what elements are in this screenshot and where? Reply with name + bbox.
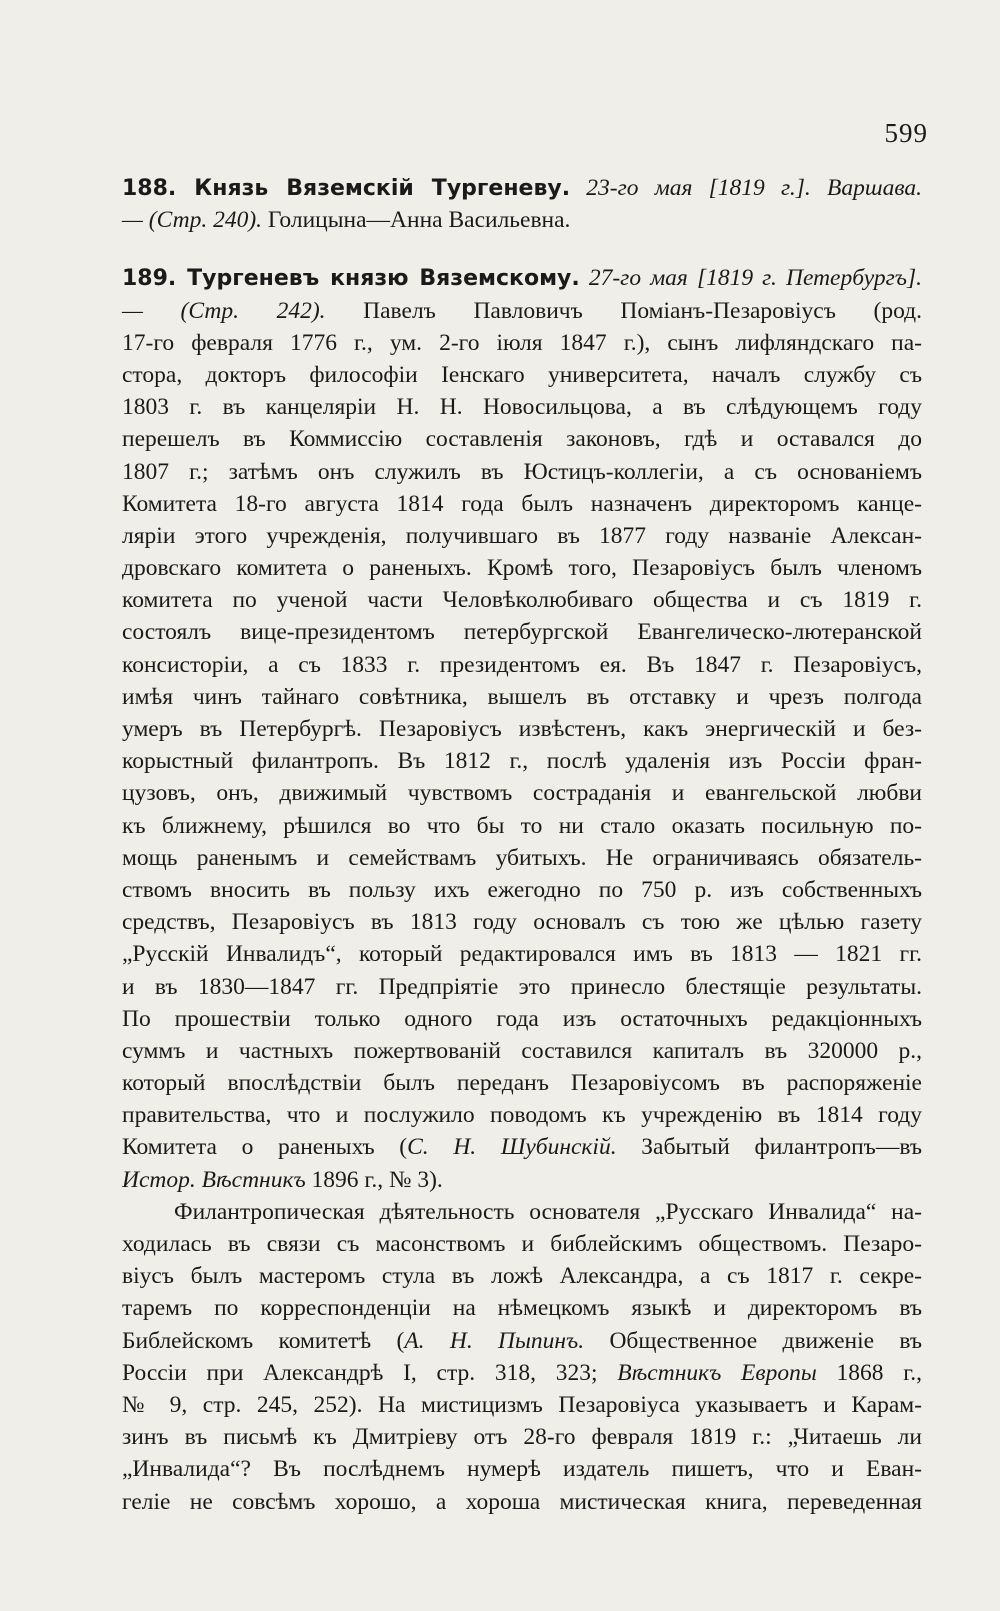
body-line: и въ 1830—1847 гг. Предпріятіе это принесло блестящіе результаты. — [122, 973, 922, 1000]
entry-189-first-line — [122, 295, 922, 327]
body-line: комитета по ученой части Человѣколюбиваго общества и съ 1819 г. — [122, 587, 922, 614]
vestnik-citation-line — [122, 1357, 922, 1389]
body-line: который впослѣдствіи былъ переданъ Пезаровіусомъ въ распоряженіе — [122, 1070, 922, 1097]
spacer — [122, 236, 922, 262]
citation-text: Комитета о раненыхъ ( — [122, 1134, 408, 1161]
entry-188-note-line — [122, 204, 922, 236]
page-number: 599 — [884, 118, 928, 148]
body-line: „Русскій Инвалидъ“, который редактировался имъ въ 1813 — 1821 гг. — [122, 941, 922, 968]
citation-text: 1896 г., № 3). — [305, 1166, 443, 1193]
source-citation-line-2 — [122, 1164, 922, 1196]
body-line: состоялъ вице-президентомъ петербургской Евангелическо-лютеранской — [122, 619, 922, 646]
body-line: „Инвалида“? Въ послѣднемъ нумерѣ издатель пишетъ, что и Еван- — [122, 1456, 922, 1483]
body-line: корыстный филантропъ. Въ 1812 г., послѣ удаленія изъ Россіи фран- — [122, 748, 922, 775]
pypin-citation-line — [122, 1325, 922, 1357]
citation-text: Россіи при Александрѣ I, стр. 318, 323; — [122, 1359, 618, 1386]
body-line: правительства, что и послужило поводомъ къ учрежденію въ 1814 году — [122, 1102, 922, 1129]
body-line: ствомъ вносить въ пользу ихъ ежегодно по 750 р. изъ собственныхъ — [122, 876, 922, 903]
entry-188-title: 188. Князь Вяземскій Тургеневу. — [122, 176, 571, 201]
entry-189-header — [122, 262, 922, 294]
page-content — [122, 172, 922, 1518]
entry-188-note: Голицына—Анна Васильевна. — [267, 207, 571, 234]
source-citation-line — [122, 1131, 922, 1163]
entry-188-date-place: 23-го мая [1819 г.]. Варшава. — [586, 175, 923, 201]
entry-189-line-0: Павелъ Павловичъ Поміанъ-Пезаровіусъ (род. — [363, 297, 922, 324]
body-line: стора, докторъ философіи Іенскаго университета, началъ службу съ — [122, 361, 922, 388]
body-line: віусъ былъ мастеромъ стула въ ложѣ Александра, а съ 1817 г. секре- — [122, 1263, 922, 1290]
body-line: 1807 г.; затѣмъ онъ служилъ въ Юстицъ-коллегіи, а съ основаніемъ — [122, 458, 922, 485]
body-line: къ ближнему, рѣшился во что бы то ни стало оказать посильную по- — [122, 812, 922, 839]
body-line: дровскаго комитета о раненыхъ. Кромѣ того, Пезаровіусъ былъ членомъ — [122, 555, 922, 582]
citation-text: Забытый филантропъ—въ — [616, 1134, 922, 1161]
body-line: консисторіи, а съ 1833 г. президентомъ ея. Въ 1847 г. Пезаровіусъ, — [122, 651, 922, 678]
citation-journal: Истор. Вѣстникъ — [122, 1166, 306, 1193]
body-line: средствъ, Пезаровіусъ въ 1813 году основалъ съ тою же цѣлью газету — [122, 909, 922, 936]
body-line: перешелъ въ Коммиссію составленія законовъ, гдѣ и оставался до — [122, 426, 922, 453]
body-line: ходилась въ связи съ масонствомъ и библейскимъ обществомъ. Пезаро- — [122, 1231, 922, 1257]
body-line: № 9, стр. 245, 252). На мистицизмъ Пезаровіуса указываетъ и Карам- — [122, 1391, 922, 1418]
body-line: зинъ въ письмѣ къ Дмитріеву отъ 28-го февраля 1819 г.: „Читаешь ли — [122, 1424, 922, 1451]
entry-189-date-place: 27-го мая [1819 г. Петербургъ]. — [588, 265, 923, 292]
body-line: имѣя чинъ тайнаго совѣтника, вышелъ въ отставку и чрезъ полгода — [122, 683, 922, 710]
body-line: геліе не совсѣмъ хорошо, а хороша мистическая книга, переведенная — [122, 1488, 922, 1515]
body-line: умеръ въ Петербургѣ. Пезаровіусъ извѣстенъ, какъ энергическій и без- — [122, 716, 922, 742]
body-line: мощь раненымъ и семействамъ убитыхъ. Не ограничиваясь обязатель- — [122, 844, 922, 871]
body-line: По прошествіи только одного года изъ остаточныхъ редакціонныхъ — [122, 1005, 922, 1032]
body-line: 17-го февраля 1776 г., ум. 2-го іюля 1847 г.), сынъ лифляндскаго па- — [122, 329, 922, 356]
body-line: таремъ по корреспонденціи на нѣмецкомъ языкѣ и директоромъ въ — [122, 1295, 922, 1322]
body-line: цузовъ, онъ, движимый чувствомъ состраданія и евангельской любви — [122, 780, 922, 807]
citation-text: Библейскомъ комитетѣ ( — [122, 1327, 405, 1354]
entry-189-title: 189. Тургеневъ князю Вяземскому. — [122, 266, 580, 292]
body-line: суммъ и частныхъ пожертвованій составился капиталъ въ 320000 р., — [122, 1037, 922, 1064]
citation-text: Общественное движеніе въ — [584, 1327, 923, 1354]
body-line: Комитета 18-го августа 1814 года былъ назначенъ директоромъ канце- — [122, 490, 922, 517]
entry-188-header — [122, 172, 922, 204]
entry-189-ref: — (Стр. 242). — [122, 297, 326, 324]
citation-text: 1868 г., — [816, 1359, 922, 1386]
body-line: ляріи этого учрежденія, получившаго въ 1877 году названіе Алексан- — [122, 522, 922, 549]
body-line: Филантропическая дѣятельность основателя „Русскаго Инвалида“ на- — [174, 1198, 922, 1225]
citation-journal: Вѣстникъ Европы — [617, 1359, 817, 1386]
entry-188-ref: — (Стр. 240). — [122, 207, 263, 234]
citation-author: А. Н. Пыпинъ. — [404, 1327, 585, 1354]
citation-author: С. Н. Шубинскій. — [407, 1134, 617, 1161]
body-line: 1803 г. въ канцеляріи Н. Н. Новосильцова, а въ слѣдующемъ году — [122, 394, 922, 421]
